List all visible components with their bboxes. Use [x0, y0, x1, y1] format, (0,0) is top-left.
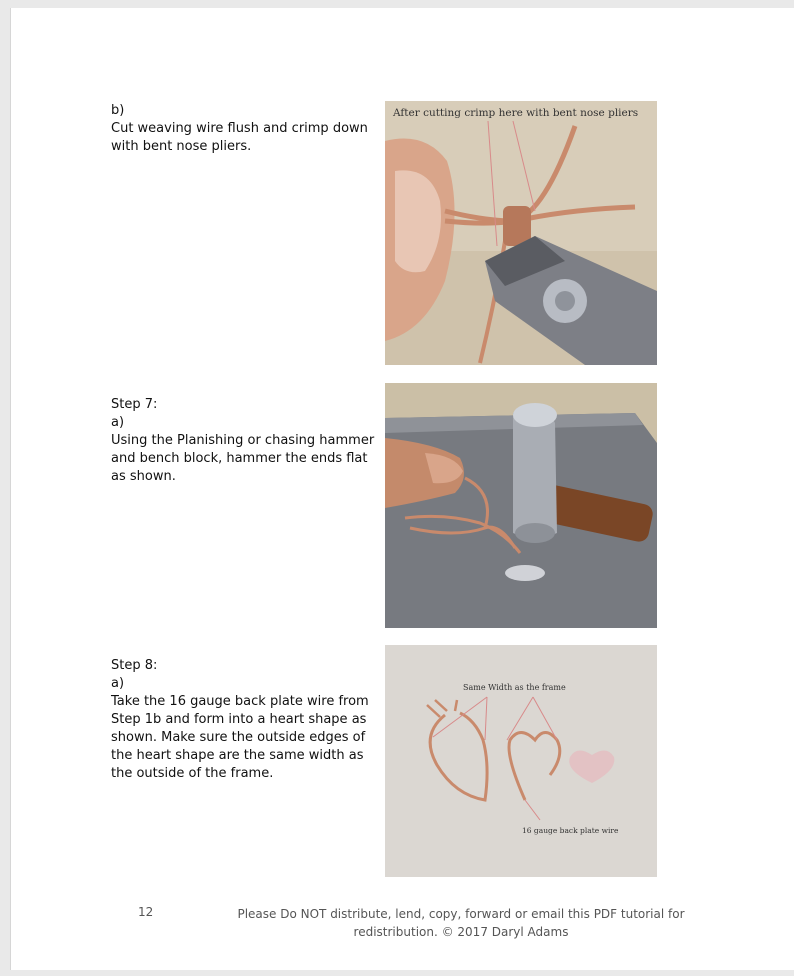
page-number: 12 [138, 905, 154, 919]
step-8-text: Step 8: a) Take the 16 gauge back plate wire from Step 1b and form into a heart shape as shown. Make sure the outside edges of the heart shape are the same width as the outside of the frame. [111, 658, 369, 781]
photo-caption-crimp: After cutting crimp here with bent nose pliers [393, 107, 639, 119]
copyright-notice: Please Do NOT distribute, lend, copy, forward or email this PDF tutorial for redistribution. © 2017 Daryl Adams [237, 907, 685, 939]
document-page [10, 8, 794, 970]
step-7-text: Step 7: a) Using the Planishing or chasing hammer and bench block, hammer the ends flat as shown. [111, 397, 375, 484]
pliers-crimp-photo [385, 101, 657, 365]
photo-caption-back-plate: 16 gauge back plate wire [522, 826, 619, 835]
step-6b-text: b) Cut weaving wire flush and crimp down with bent nose pliers. [111, 103, 368, 154]
photo-caption-width: Same Width as the frame [463, 683, 566, 692]
hammer-bench-block-photo [385, 383, 657, 628]
heart-back-plate-photo [385, 645, 657, 877]
